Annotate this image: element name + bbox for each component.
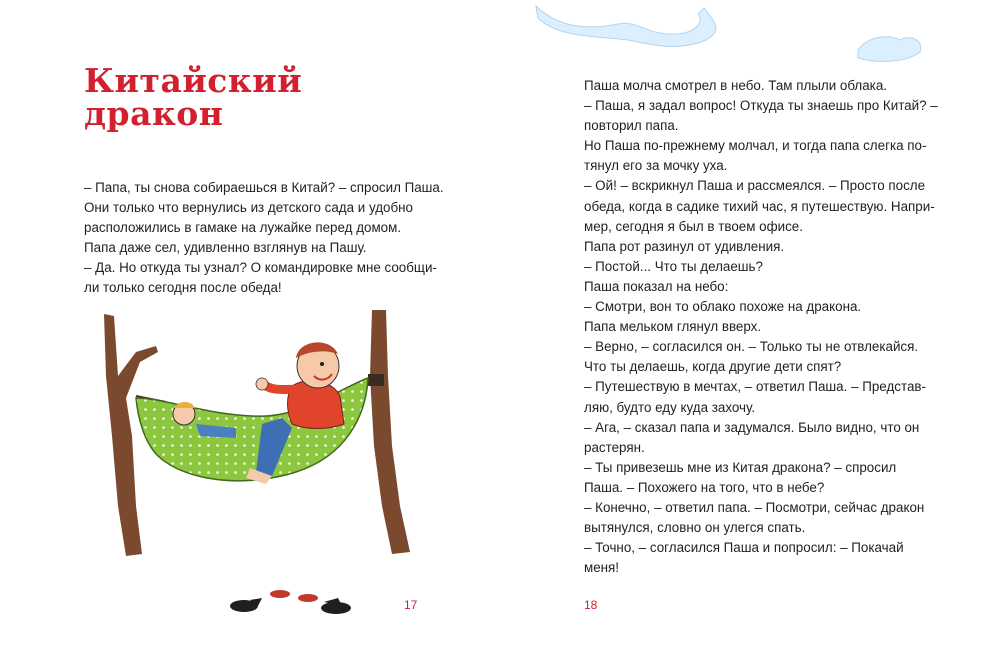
text-line: Они только что вернулись из детского сада и удобно xyxy=(84,200,413,216)
text-line: тянул его за мочку уха. xyxy=(584,158,728,174)
text-line: – Смотри, вон то облако похоже на дракона. xyxy=(584,299,862,315)
text-line: – Паша, я задал вопрос! Откуда ты знаешь про Китай? – xyxy=(584,98,938,114)
hammock-illustration xyxy=(96,306,416,570)
text-line: Папа мельком глянул вверх. xyxy=(584,319,762,335)
right-page xyxy=(500,0,1000,658)
text-line: – Путешествую в мечтах, – ответил Паша. – Представ- xyxy=(584,379,926,395)
text-line: – Да. Но откуда ты узнал? О командировке мне сообщи- xyxy=(84,260,437,276)
right-page-text xyxy=(584,76,938,578)
chapter-title-line: Китайский xyxy=(84,61,303,100)
text-line: – Конечно, – ответил папа. – Посмотри, сейчас дракон xyxy=(584,499,925,515)
chapter-title xyxy=(84,61,303,133)
left-page-text xyxy=(84,178,444,299)
text-line: – Папа, ты снова собираешься в Китай? – спросил Паша. xyxy=(84,180,444,195)
text-line: Паша показал на небо: xyxy=(584,278,729,294)
clouds-illustration xyxy=(528,0,928,72)
text-line: – Точно, – согласился Паша и попросил: – Покачай xyxy=(584,540,904,556)
page-number: 17 xyxy=(404,598,418,612)
page-number: 18 xyxy=(584,598,598,612)
text-line: растерян. xyxy=(584,439,645,455)
text-line: повторил папа. xyxy=(584,118,679,134)
text-line: Паша. – Похожего на того, что в небе? xyxy=(584,479,825,495)
text-line: Паша молча смотрел в небо. Там плыли облака. xyxy=(584,78,888,93)
shoes-illustration xyxy=(228,584,360,620)
text-line: ляю, будто еду куда захочу. xyxy=(584,399,756,415)
chapter-title-line: дракон xyxy=(84,94,224,133)
text-line: – Ты привезешь мне из Китая дракона? – спросил xyxy=(584,459,897,475)
text-line: меня! xyxy=(584,560,620,576)
text-line: Папа рот разинул от удивления. xyxy=(584,238,785,254)
text-line: расположились в гамаке на лужайке перед домом. xyxy=(84,220,402,236)
text-line: – Ага, – сказал папа и задумался. Было видно, что он xyxy=(584,419,920,435)
text-line: обеда, когда в садике тихий час, я путешествую. Напри- xyxy=(584,198,935,214)
text-line: – Ой! – вскрикнул Паша и рассмеялся. – Просто после xyxy=(584,178,926,194)
text-line: Что ты делаешь, когда другие дети спят? xyxy=(584,359,842,375)
text-line: вытянулся, словно он улегся спать. xyxy=(584,520,806,536)
text-line: – Верно, – согласился он. – Только ты не отвлекайся. xyxy=(584,339,919,355)
text-line: Папа даже сел, удивленно взглянув на Пашу. xyxy=(84,240,367,256)
text-line: мер, сегодня я был в твоем офисе. xyxy=(584,218,803,234)
text-line: ли только сегодня после обеда! xyxy=(84,280,282,296)
text-line: – Постой... Что ты делаешь? xyxy=(584,258,763,274)
text-line: Но Паша по-прежнему молчал, и тогда папа слегка по- xyxy=(584,138,927,154)
right-tree xyxy=(370,310,410,554)
